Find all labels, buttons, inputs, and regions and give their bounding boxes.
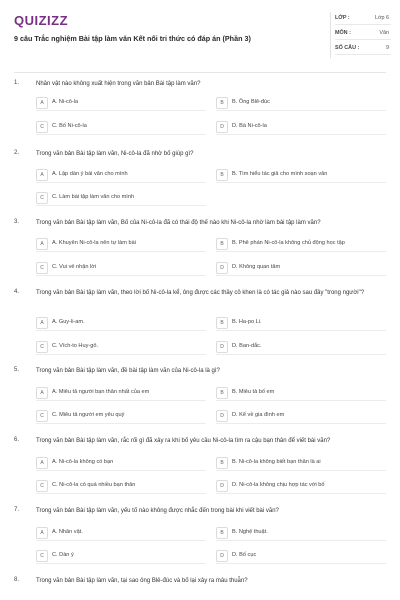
info-label: LỚP : [335,15,350,21]
option-letter-badge: B [216,317,228,329]
option-text: B. Hа-pо Li. [232,319,262,325]
question-item [14,219,386,279]
question-item [14,507,386,567]
question-item [14,150,386,210]
option-letter-badge: D [216,410,228,422]
question-number: 6. [14,437,20,443]
option-text: A. Nhân vật. [52,529,83,535]
option-text: D. Kể về gia đình em [232,412,285,418]
option-letter-badge: C [36,192,48,204]
option-b[interactable] [216,456,386,471]
info-label: SỐ CÂU : [335,45,360,51]
question-item [14,437,386,497]
option-b[interactable] [216,237,386,252]
option-d[interactable] [216,120,386,135]
option-a[interactable] [36,96,206,111]
question-number: 7. [14,507,20,513]
option-letter-badge: B [216,457,228,469]
option-letter-badge: A [36,457,48,469]
option-c[interactable] [36,120,206,135]
option-text: B. Ông Blê-đúc [232,99,270,105]
option-letter-badge: D [216,480,228,492]
option-text: D. Ban-dắc. [232,343,262,349]
quizizz-logo: QUIZIZZ [14,13,69,28]
info-value: Văn [379,30,389,36]
question-number: 8. [14,577,20,583]
option-c[interactable] [36,261,206,276]
option-letter-badge: C [36,341,48,353]
option-a[interactable] [36,386,206,401]
option-text: B. Phê phán Ni-cô-la không chủ động học tập [232,240,345,246]
option-c[interactable] [36,340,206,355]
worksheet-title: 9 câu Trắc nghiệm Bài tập làm văn Kết nối tri thức có đáp án (Phần 3) [14,34,251,43]
option-letter-badge: C [36,410,48,422]
question-text: Trong văn bản Bài tập làm văn, rắc rối gì đã xảy ra khi bố yêu cầu Ni-cô-la tìm ra cậu bạn thân để viết bài văn? [36,438,331,444]
option-letter-badge: A [36,169,48,181]
question-number: 3. [14,219,20,225]
option-d[interactable] [216,261,386,276]
option-c[interactable] [36,549,206,564]
question-number: 5. [14,367,20,373]
option-text: D. Không quan tâm [232,264,281,270]
option-text: A. Lập dàn ý bài văn cho mình [52,171,128,177]
option-a[interactable] [36,456,206,471]
option-letter-badge: C [36,480,48,492]
option-b[interactable] [216,96,386,111]
option-letter-badge: C [36,262,48,274]
option-text: D. Bà Ni-cô-la [232,123,267,129]
option-letter-badge: A [36,97,48,109]
info-row-question-count [335,42,391,55]
worksheet-header [0,0,400,66]
option-text: D. Bố cục [232,552,257,558]
question-number: 2. [14,150,20,156]
option-b[interactable] [216,316,386,331]
question-text: Nhân vật nào không xuất hiện trong văn bản Bài tập làm văn? [36,81,201,87]
option-d[interactable] [216,479,386,494]
question-item [14,577,386,593]
question-item [14,80,386,140]
option-a[interactable] [36,316,206,331]
option-d[interactable] [216,340,386,355]
option-letter-badge: B [216,238,228,250]
question-text: Trong văn bản Bài tập làm văn, yếu tố nào không được nhắc đến trong bài khi viết bài văn? [36,508,279,514]
option-text: C. Vui vẻ nhận lời [52,264,97,270]
option-text: C. Miêu tả người em yêu quý [52,412,125,418]
option-a[interactable] [36,237,206,252]
option-letter-badge: A [36,238,48,250]
option-letter-badge: D [216,262,228,274]
option-text: A. Khuyên Ni-cô-la nên tự làm bài [52,240,136,246]
question-text: Trong văn bản Bài tập làm văn, Bố của Ni-cô-la đã có thái độ thế nào khi Ni-cô-la nhờ làm bài tập làm văn? [36,220,321,226]
option-text: A. Ni-cô-la không có bạn [52,459,114,465]
option-b[interactable] [216,526,386,541]
question-number: 1. [14,80,20,86]
option-letter-badge: B [216,169,228,181]
option-letter-badge: C [36,121,48,133]
option-text: B. Nghệ thuật. [232,529,268,535]
option-letter-badge: B [216,97,228,109]
option-letter-badge: B [216,387,228,399]
question-text: Trong văn bản Bài tập làm văn, tại sao ông Blê-đúc và bố lại xảy ra mâu thuẫn? [36,578,248,584]
info-value: 9 [386,45,389,51]
option-letter-badge: D [216,550,228,562]
info-row-subject [335,27,391,40]
option-text: C. Dàn ý [52,552,74,558]
option-text: A. Miêu tả người bạn thân nhất của em [52,389,150,395]
option-letter-badge: B [216,527,228,539]
option-letter-badge: A [36,527,48,539]
header-divider [14,72,386,73]
option-c[interactable] [36,479,206,494]
question-number: 4. [14,289,20,295]
question-text: Trong văn bản Bài tập làm văn, đề bài tập làm văn của Ni-cô-la là gì? [36,368,220,374]
option-c[interactable] [36,409,206,424]
question-text: Trong văn bản Bài tập làm văn, Ni-cô-la đã nhờ bố giúp gì? [36,151,194,157]
option-text: C. Vích-to Huy-gô. [52,343,99,349]
option-text: C. Ni-cô-la có quá nhiều bạn thân [52,482,136,488]
option-c[interactable] [36,191,206,206]
question-text: Trong văn bản Bài tập làm văn, theo lời bố Ni-cô-la kể, ông được các thầy cô khen là có tác giả nào sau đây "trong người"? [36,290,365,296]
option-a[interactable] [36,526,206,541]
option-letter-badge: A [36,317,48,329]
question-item [14,289,386,359]
option-text: B. Tìm hiểu tác giả cho mình soạn văn [232,171,328,177]
option-d[interactable] [216,549,386,564]
info-row-grade [335,12,391,25]
option-text: B. Miêu tả bố em [232,389,275,395]
option-letter-badge: A [36,387,48,399]
option-letter-badge: D [216,341,228,353]
option-b[interactable] [216,386,386,401]
option-b[interactable] [216,168,386,183]
worksheet-info-box [330,12,393,58]
question-item [14,367,386,427]
option-text: A. Guy-li-am. [52,319,85,325]
option-letter-badge: D [216,121,228,133]
option-text: A. Ni-cô-la [52,99,79,105]
option-text: C. Làm bài tập làm văn cho mình [52,194,135,200]
info-value: Lớp 6 [374,15,389,21]
info-label: MÔN : [335,30,351,36]
option-text: B. Ni-cô-la không biết bạn thân là ai [232,459,321,465]
option-letter-badge: C [36,550,48,562]
option-text: D. Ni-cô-la không chịu hợp tác với bố [232,482,325,488]
option-a[interactable] [36,168,206,183]
option-text: C. Bố Ni-cô-la [52,123,87,129]
option-d[interactable] [216,409,386,424]
